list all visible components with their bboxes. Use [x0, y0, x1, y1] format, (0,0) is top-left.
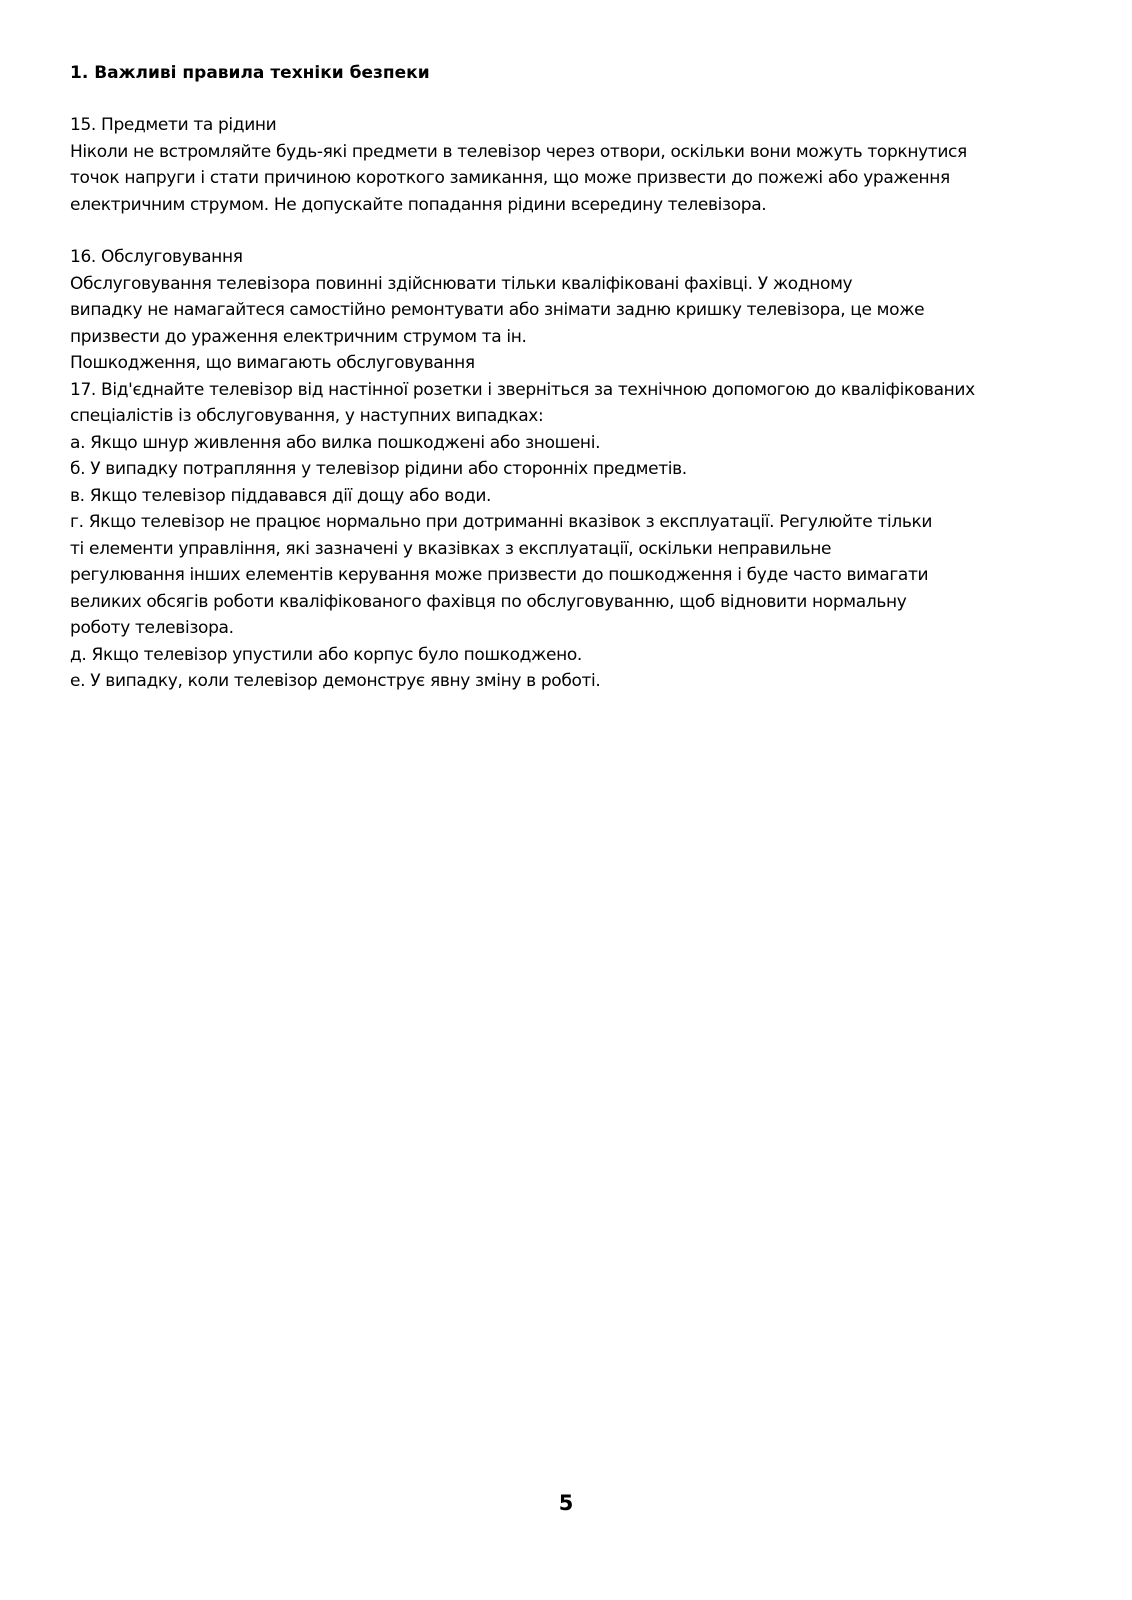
list-item-a: а. Якщо шнур живлення або вилка пошкоджені або зношені. — [70, 432, 601, 453]
paragraph-line: ті елементи управління, які зазначені у вказівках з експлуатації, оскільки неправильне — [70, 538, 832, 559]
section-title: 1. Важливі правила техніки безпеки — [70, 63, 430, 83]
list-item-g: г. Якщо телевізор не працює нормально при дотриманні вказівок з експлуатації. Регулюйте тільки — [70, 512, 933, 532]
list-item-v: в. Якщо телевізор піддавався дії дощу або води. — [70, 485, 492, 506]
paragraph-line: випадку не намагайтеся самостійно ремонтувати або знімати задню кришку телевізора, це може — [70, 300, 925, 320]
page-number: 5 — [558, 1491, 574, 1515]
paragraph-gap — [70, 218, 1070, 244]
paragraph-line: Обслуговування телевізора повинні здійснювати тільки кваліфіковані фахівці. У жодному — [70, 273, 853, 294]
subheading-damage: Пошкодження, що вимагають обслуговування — [70, 353, 475, 373]
list-item-d: д. Якщо телевізор упустили або корпус було пошкоджено. — [70, 644, 582, 665]
paragraph-line: роботу телевізора. — [70, 618, 234, 638]
paragraph-line: великих обсягів роботи кваліфікованого фахівця по обслуговуванню, щоб відновити нормальну — [70, 591, 907, 612]
item-heading-17: 17. Від'єднайте телевізор від настінної розетки і зверніться за технічною допомогою до кваліфікованих — [70, 379, 975, 400]
item-heading-15: 15. Предмети та рідини — [70, 115, 277, 135]
item-heading-16: 16. Обслуговування — [70, 247, 243, 267]
paragraph-line: електричним струмом. Не допускайте попадання рідини всередину телевізора. — [70, 194, 767, 215]
paragraph-line: регулювання інших елементів керування може призвести до пошкодження і буде часто вимагати — [70, 565, 929, 585]
paragraph-line: Ніколи не встромляйте будь-які предмети в телевізор через отвори, оскільки вони можуть торкнутися — [70, 141, 967, 162]
page-content — [70, 60, 1070, 695]
paragraph-line: точок напруги і стати причиною короткого замикання, що може призвести до пожежі або ураження — [70, 168, 950, 188]
section-objects-liquids — [70, 112, 1070, 218]
paragraph-line: призвести до ураження електричним струмом та ін. — [70, 326, 527, 347]
list-item-e: е. У випадку, коли телевізор демонструє явну зміну в роботі. — [70, 671, 601, 691]
paragraph-line: спеціалістів із обслуговування, у наступних випадках: — [70, 406, 544, 426]
list-item-b: б. У випадку потрапляння у телевізор рідини або сторонніх предметів. — [70, 459, 687, 479]
section-servicing — [70, 244, 1070, 695]
